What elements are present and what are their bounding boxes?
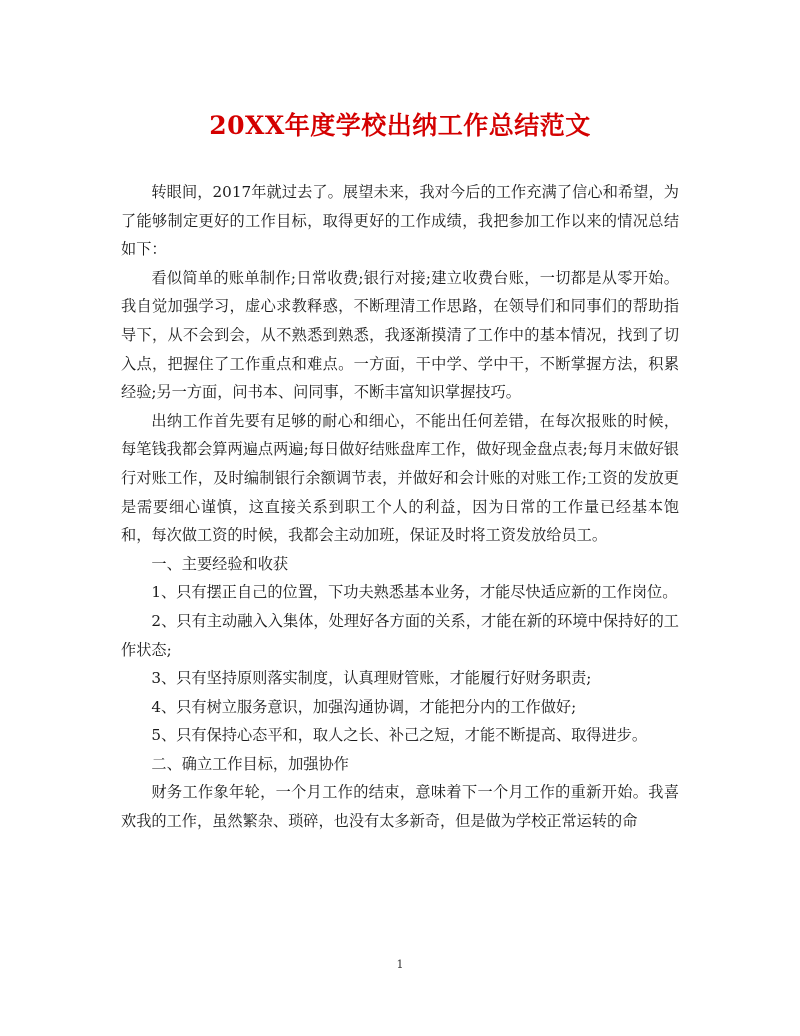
paragraph-intro: 转眼间，2017年就过去了。展望未来，我对今后的工作充满了信心和希望，为了能够制定更好的工作目标，取得更好的工作成绩，我把参加工作以来的情况总结如下：	[121, 183, 679, 259]
list-item-3: 3、只有坚持原则落实制度，认真理财管账，才能履行好财务职责;	[151, 669, 592, 688]
document-body	[121, 178, 679, 836]
list-item-2: 2、只有主动融入入集体，处理好各方面的关系，才能在新的环境中保持好的工作状态;	[121, 611, 679, 659]
paragraph-annual-ring: 财务工作象年轮，一个月工作的结束，意味着下一个月工作的重新开始。我喜欢我的工作，虽然繁杂、琐碎，也没有太多新奇，但是做为学校正常运转的命	[121, 783, 679, 831]
list-item-5: 5、只有保持心态平和，取人之长、补己之短，才能不断提高、取得进步。	[151, 726, 648, 745]
section-heading-experience: 一、主要经验和收获	[151, 554, 289, 573]
list-item-1: 1、只有摆正自己的位置，下功夫熟悉基本业务，才能尽快适应新的工作岗位。	[151, 583, 678, 602]
paragraph-cashier-work: 出纳工作首先要有足够的耐心和细心，不能出任何差错，在每次报账的时候，每笔钱我都会算两遍点两遍;每日做好结账盘库工作，做好现金盘点表;每月末做好银行对账工作，及时编制银行余额调节表，并做好和会计账的对账工作;工资的发放更是需要细心谨慎，这直接关系到职工个人的利益，因为日常的工作量已经基本饱和，每次做工资的时候，我都会主动加班，保证及时将工资发放给员工。	[121, 411, 679, 545]
list-item-4: 4、只有树立服务意识，加强沟通协调，才能把分内的工作做好;	[151, 697, 577, 716]
page-number: 1	[396, 958, 404, 971]
section-heading-goals: 二、确立工作目标，加强协作	[151, 754, 349, 773]
document-title: 20XX年度学校出纳工作总结范文	[209, 111, 591, 140]
paragraph-learning: 看似简单的账单制作;日常收费;银行对接;建立收费台账，一切都是从零开始。我自觉加强学习，虚心求教释惑，不断理清工作思路，在领导们和同事们的帮助指导下，从不会到会，从不熟悉到熟悉，我逐渐摸清了工作中的基本情况，找到了切入点，把握住了工作重点和难点。一方面，干中学、学中干，不断掌握方法，积累经验;另一方面，问书本、问同事，不断丰富知识掌握技巧。	[121, 268, 679, 402]
